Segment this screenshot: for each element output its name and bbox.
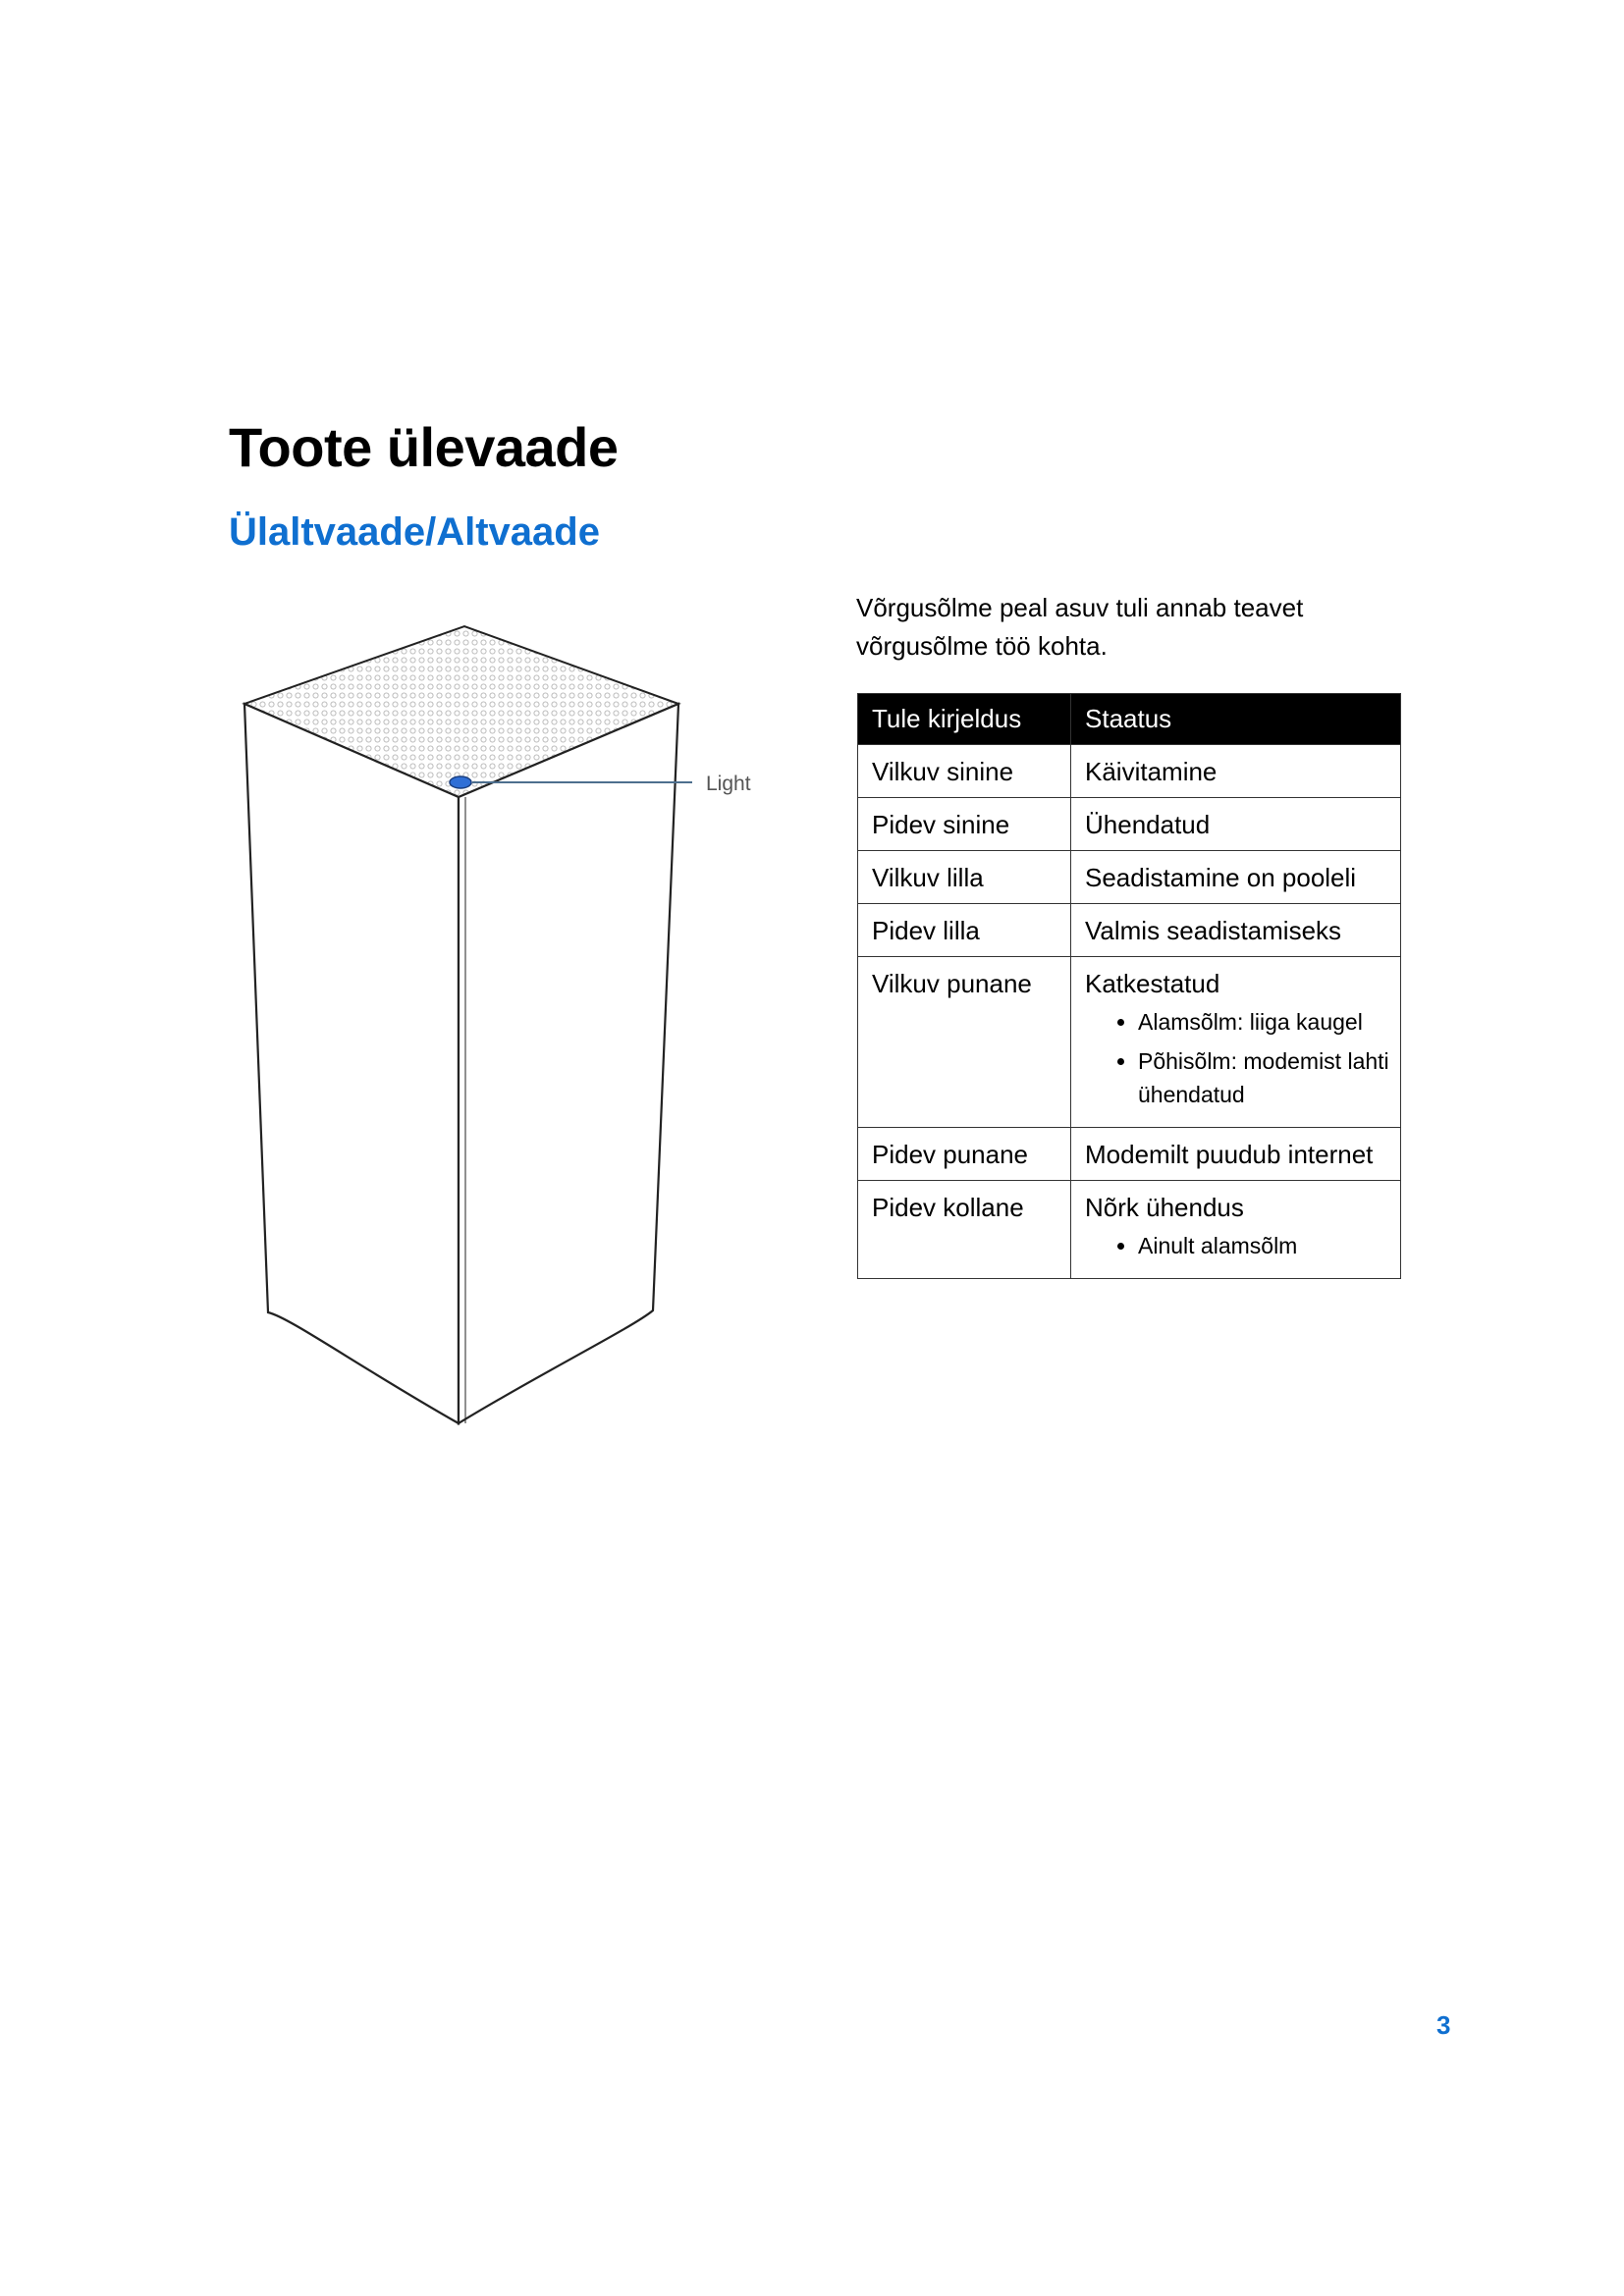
table-row xyxy=(858,1128,1401,1181)
table-row xyxy=(858,904,1401,957)
light-label: Light xyxy=(706,773,751,795)
light-description: Vilkuv punane xyxy=(858,957,1071,1128)
status-text: Modemilt puudub internet xyxy=(1071,1128,1401,1181)
light-description: Vilkuv sinine xyxy=(858,745,1071,798)
status-note: • Ainult alamsõlm xyxy=(1138,1229,1392,1262)
node-illustration xyxy=(241,620,771,1435)
table-row xyxy=(858,1181,1401,1279)
table-row xyxy=(858,957,1401,1128)
status-note: • Alamsõlm: liiga kaugel xyxy=(1138,1005,1392,1039)
status-text: Katkestatud xyxy=(1085,969,1220,998)
header-light-description: Tule kirjeldus xyxy=(858,694,1071,745)
device-right-face xyxy=(459,704,678,1423)
status-text: Ühendatud xyxy=(1071,798,1401,851)
page-title: Toote ülevaade xyxy=(229,416,619,478)
status-note: • Põhisõlm: modemist lahti ühendatud xyxy=(1138,1044,1392,1111)
status-text: Nõrk ühendus xyxy=(1085,1193,1244,1222)
device-left-face xyxy=(244,704,459,1423)
light-description: Pidev sinine xyxy=(858,798,1071,851)
header-status: Staatus xyxy=(1071,694,1401,745)
light-description: Pidev kollane xyxy=(858,1181,1071,1279)
status-notes xyxy=(1085,1229,1392,1262)
light-description: Pidev punane xyxy=(858,1128,1071,1181)
table-row xyxy=(858,745,1401,798)
table-row xyxy=(858,798,1401,851)
status-notes xyxy=(1085,1005,1392,1111)
light-status-table xyxy=(857,693,1401,1279)
table-row xyxy=(858,851,1401,904)
light-indicator-icon xyxy=(450,776,471,788)
status-text: Seadistamine on pooleli xyxy=(1071,851,1401,904)
status-text: Valmis seadistamiseks xyxy=(1071,904,1401,957)
status-text: Käivitamine xyxy=(1071,745,1401,798)
intro-text: Võrgusõlme peal asuv tuli annab teavet võrgusõlme töö kohta. xyxy=(856,593,1304,661)
table-header-row xyxy=(858,694,1401,745)
light-description: Pidev lilla xyxy=(858,904,1071,957)
section-subtitle: Ülaltvaade/Altvaade xyxy=(229,510,600,554)
light-description: Vilkuv lilla xyxy=(858,851,1071,904)
page-number: 3 xyxy=(1436,2010,1451,2040)
